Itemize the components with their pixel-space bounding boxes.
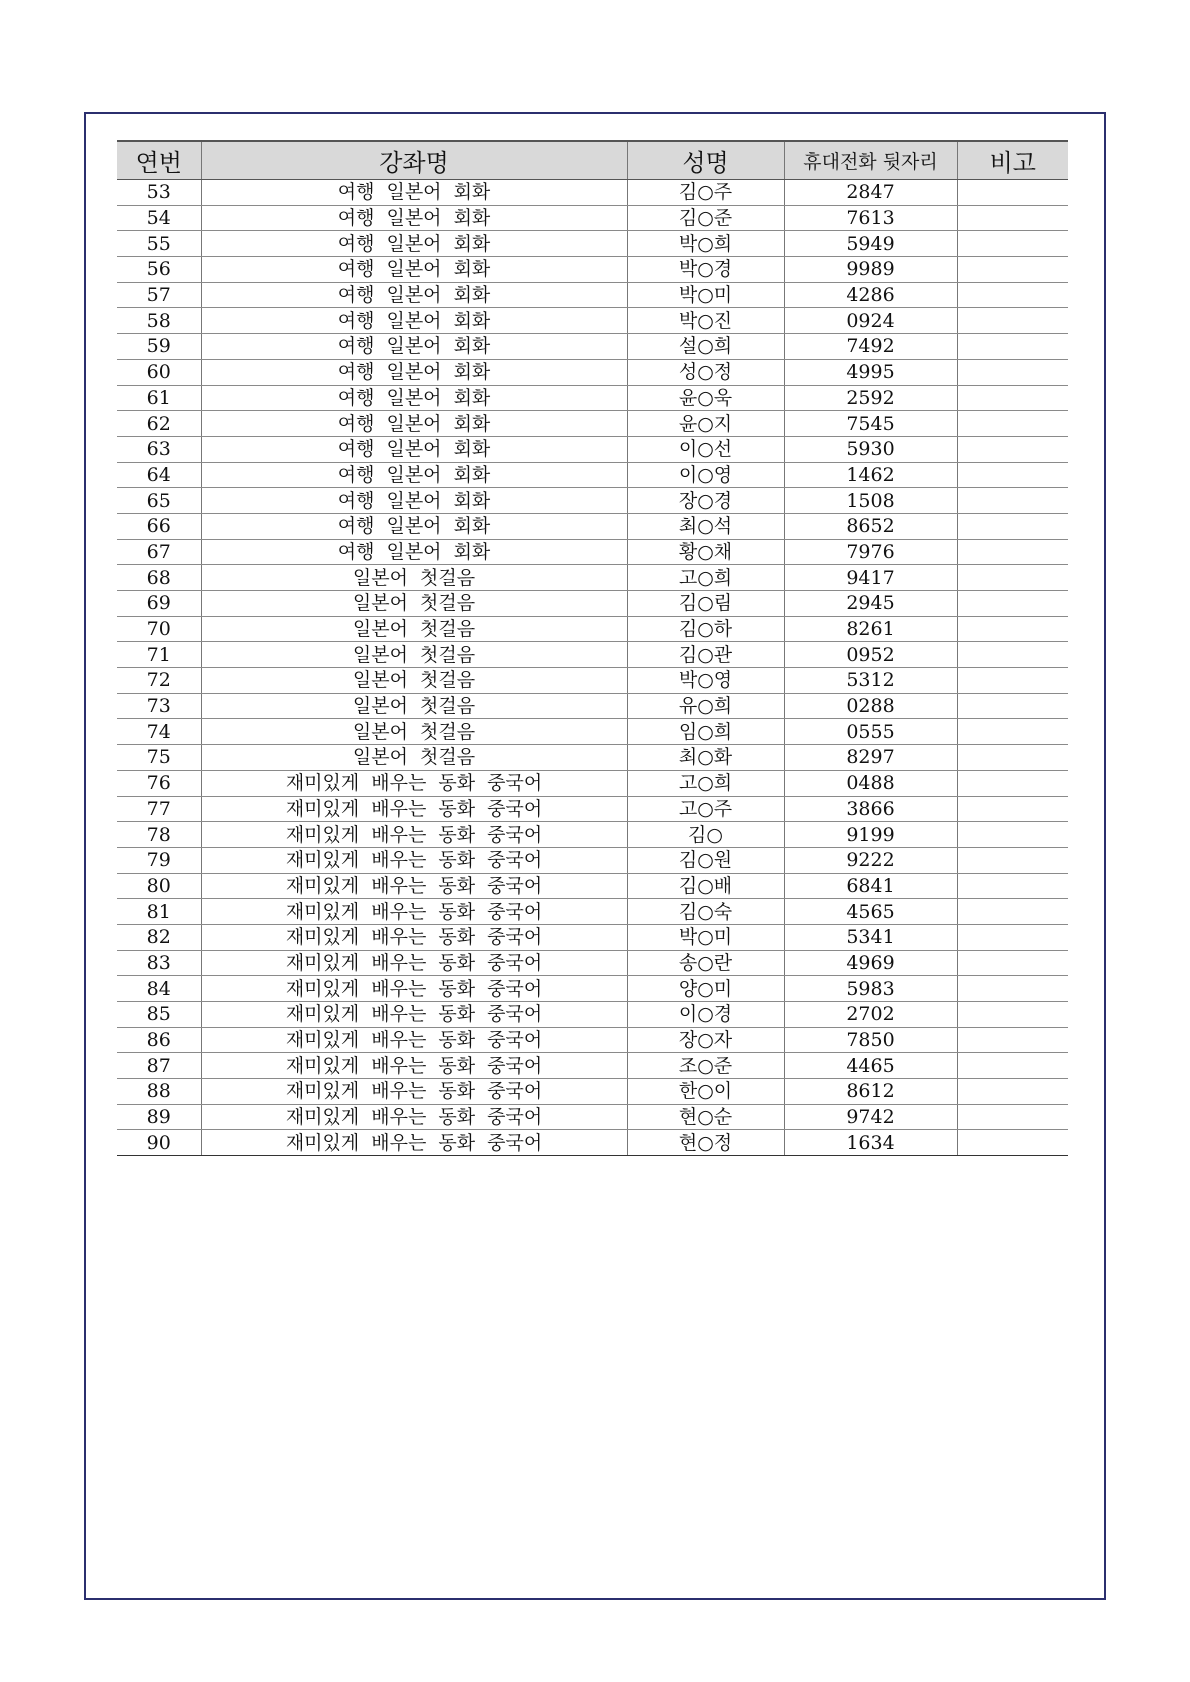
cell-note xyxy=(957,308,1068,334)
cell-name: 박○미 xyxy=(627,924,784,950)
cell-phone: 8652 xyxy=(784,513,957,539)
cell-name: 박○미 xyxy=(627,282,784,308)
cell-course: 여행 일본어 회화 xyxy=(201,539,627,565)
cell-name: 고○주 xyxy=(627,796,784,822)
cell-no: 59 xyxy=(117,334,201,360)
cell-no: 73 xyxy=(117,693,201,719)
cell-course: 재미있게 배우는 동화 중국어 xyxy=(201,847,627,873)
cell-note xyxy=(957,847,1068,873)
cell-course: 일본어 첫걸음 xyxy=(201,591,627,617)
cell-name: 한○이 xyxy=(627,1079,784,1105)
cell-note xyxy=(957,334,1068,360)
table-row xyxy=(117,334,1068,360)
cell-name: 김○숙 xyxy=(627,899,784,925)
table-row xyxy=(117,513,1068,539)
table-row xyxy=(117,1104,1068,1130)
cell-name: 윤○욱 xyxy=(627,385,784,411)
cell-course: 일본어 첫걸음 xyxy=(201,693,627,719)
cell-no: 72 xyxy=(117,668,201,694)
cell-name: 송○란 xyxy=(627,950,784,976)
cell-no: 74 xyxy=(117,719,201,745)
header-phone: 휴대전화 뒷자리 xyxy=(784,141,957,180)
roster-table xyxy=(117,140,1068,1156)
cell-phone: 9742 xyxy=(784,1104,957,1130)
cell-name: 박○희 xyxy=(627,231,784,257)
cell-name: 김○ xyxy=(627,822,784,848)
table-row xyxy=(117,693,1068,719)
cell-note xyxy=(957,616,1068,642)
header-note: 비고 xyxy=(957,141,1068,180)
cell-course: 재미있게 배우는 동화 중국어 xyxy=(201,924,627,950)
cell-note xyxy=(957,1079,1068,1105)
cell-name: 윤○지 xyxy=(627,411,784,437)
cell-no: 76 xyxy=(117,770,201,796)
cell-course: 재미있게 배우는 동화 중국어 xyxy=(201,796,627,822)
table-row xyxy=(117,873,1068,899)
cell-no: 61 xyxy=(117,385,201,411)
cell-name: 김○림 xyxy=(627,591,784,617)
cell-course: 여행 일본어 회화 xyxy=(201,180,627,206)
cell-note xyxy=(957,899,1068,925)
cell-name: 현○순 xyxy=(627,1104,784,1130)
cell-course: 여행 일본어 회화 xyxy=(201,359,627,385)
cell-name: 고○희 xyxy=(627,565,784,591)
cell-course: 여행 일본어 회화 xyxy=(201,282,627,308)
cell-phone: 4465 xyxy=(784,1053,957,1079)
cell-name: 김○하 xyxy=(627,616,784,642)
cell-course: 여행 일본어 회화 xyxy=(201,334,627,360)
cell-name: 황○채 xyxy=(627,539,784,565)
cell-no: 83 xyxy=(117,950,201,976)
cell-name: 박○진 xyxy=(627,308,784,334)
cell-phone: 0952 xyxy=(784,642,957,668)
cell-note xyxy=(957,873,1068,899)
cell-phone: 0555 xyxy=(784,719,957,745)
cell-phone: 8612 xyxy=(784,1079,957,1105)
cell-course: 여행 일본어 회화 xyxy=(201,488,627,514)
table-row xyxy=(117,359,1068,385)
cell-phone: 7545 xyxy=(784,411,957,437)
table-row xyxy=(117,462,1068,488)
header-no: 연번 xyxy=(117,141,201,180)
cell-note xyxy=(957,205,1068,231)
table-row xyxy=(117,411,1068,437)
table-row xyxy=(117,719,1068,745)
cell-note xyxy=(957,488,1068,514)
cell-note xyxy=(957,745,1068,771)
cell-name: 이○경 xyxy=(627,1002,784,1028)
cell-course: 재미있게 배우는 동화 중국어 xyxy=(201,1130,627,1156)
table-row xyxy=(117,1130,1068,1156)
cell-course: 재미있게 배우는 동화 중국어 xyxy=(201,1002,627,1028)
table-row xyxy=(117,950,1068,976)
table-row xyxy=(117,616,1068,642)
cell-course: 일본어 첫걸음 xyxy=(201,745,627,771)
cell-phone: 7492 xyxy=(784,334,957,360)
cell-no: 77 xyxy=(117,796,201,822)
cell-course: 재미있게 배우는 동화 중국어 xyxy=(201,873,627,899)
cell-name: 성○정 xyxy=(627,359,784,385)
cell-course: 일본어 첫걸음 xyxy=(201,565,627,591)
cell-phone: 8297 xyxy=(784,745,957,771)
cell-course: 재미있게 배우는 동화 중국어 xyxy=(201,1079,627,1105)
table-row xyxy=(117,1053,1068,1079)
cell-course: 재미있게 배우는 동화 중국어 xyxy=(201,950,627,976)
cell-note xyxy=(957,411,1068,437)
cell-no: 68 xyxy=(117,565,201,591)
cell-no: 67 xyxy=(117,539,201,565)
cell-course: 재미있게 배우는 동화 중국어 xyxy=(201,770,627,796)
table-row xyxy=(117,436,1068,462)
cell-note xyxy=(957,565,1068,591)
cell-no: 56 xyxy=(117,257,201,283)
table-row xyxy=(117,565,1068,591)
cell-note xyxy=(957,282,1068,308)
cell-phone: 6841 xyxy=(784,873,957,899)
table-row xyxy=(117,539,1068,565)
table-row xyxy=(117,180,1068,206)
table-row xyxy=(117,257,1068,283)
cell-no: 54 xyxy=(117,205,201,231)
cell-phone: 0488 xyxy=(784,770,957,796)
cell-note xyxy=(957,770,1068,796)
cell-no: 69 xyxy=(117,591,201,617)
cell-no: 78 xyxy=(117,822,201,848)
cell-phone: 9222 xyxy=(784,847,957,873)
cell-no: 75 xyxy=(117,745,201,771)
cell-note xyxy=(957,180,1068,206)
cell-phone: 4969 xyxy=(784,950,957,976)
cell-note xyxy=(957,924,1068,950)
cell-note xyxy=(957,822,1068,848)
cell-course: 재미있게 배우는 동화 중국어 xyxy=(201,1053,627,1079)
cell-no: 63 xyxy=(117,436,201,462)
table-row xyxy=(117,924,1068,950)
cell-no: 66 xyxy=(117,513,201,539)
cell-course: 여행 일본어 회화 xyxy=(201,205,627,231)
cell-note xyxy=(957,1027,1068,1053)
cell-note xyxy=(957,1130,1068,1156)
cell-course: 일본어 첫걸음 xyxy=(201,668,627,694)
cell-note xyxy=(957,359,1068,385)
cell-name: 최○석 xyxy=(627,513,784,539)
cell-no: 89 xyxy=(117,1104,201,1130)
cell-course: 재미있게 배우는 동화 중국어 xyxy=(201,899,627,925)
cell-no: 87 xyxy=(117,1053,201,1079)
cell-note xyxy=(957,257,1068,283)
cell-phone: 9989 xyxy=(784,257,957,283)
cell-phone: 5312 xyxy=(784,668,957,694)
cell-no: 85 xyxy=(117,1002,201,1028)
cell-phone: 2592 xyxy=(784,385,957,411)
cell-note xyxy=(957,1053,1068,1079)
cell-course: 일본어 첫걸음 xyxy=(201,719,627,745)
cell-name: 김○배 xyxy=(627,873,784,899)
cell-no: 86 xyxy=(117,1027,201,1053)
cell-course: 여행 일본어 회화 xyxy=(201,411,627,437)
cell-course: 재미있게 배우는 동화 중국어 xyxy=(201,1027,627,1053)
cell-no: 82 xyxy=(117,924,201,950)
table-row xyxy=(117,899,1068,925)
header-name: 성명 xyxy=(627,141,784,180)
cell-phone: 4286 xyxy=(784,282,957,308)
table-body xyxy=(117,180,1068,1156)
cell-name: 김○원 xyxy=(627,847,784,873)
cell-phone: 1462 xyxy=(784,462,957,488)
cell-name: 유○희 xyxy=(627,693,784,719)
cell-phone: 5983 xyxy=(784,976,957,1002)
cell-name: 현○정 xyxy=(627,1130,784,1156)
cell-note xyxy=(957,796,1068,822)
table-row xyxy=(117,231,1068,257)
table-row xyxy=(117,591,1068,617)
cell-phone: 5930 xyxy=(784,436,957,462)
table-row xyxy=(117,796,1068,822)
cell-course: 재미있게 배우는 동화 중국어 xyxy=(201,1104,627,1130)
table-row xyxy=(117,1079,1068,1105)
cell-note xyxy=(957,642,1068,668)
cell-phone: 7976 xyxy=(784,539,957,565)
cell-phone: 2702 xyxy=(784,1002,957,1028)
cell-no: 80 xyxy=(117,873,201,899)
table-row xyxy=(117,976,1068,1002)
cell-phone: 5949 xyxy=(784,231,957,257)
cell-no: 60 xyxy=(117,359,201,385)
cell-phone: 8261 xyxy=(784,616,957,642)
cell-course: 여행 일본어 회화 xyxy=(201,308,627,334)
cell-course: 재미있게 배우는 동화 중국어 xyxy=(201,976,627,1002)
table-row xyxy=(117,205,1068,231)
table-row xyxy=(117,308,1068,334)
cell-name: 양○미 xyxy=(627,976,784,1002)
cell-name: 장○자 xyxy=(627,1027,784,1053)
cell-phone: 1634 xyxy=(784,1130,957,1156)
cell-no: 81 xyxy=(117,899,201,925)
cell-note xyxy=(957,385,1068,411)
cell-phone: 2847 xyxy=(784,180,957,206)
cell-course: 여행 일본어 회화 xyxy=(201,231,627,257)
cell-note xyxy=(957,231,1068,257)
cell-phone: 1508 xyxy=(784,488,957,514)
cell-name: 조○준 xyxy=(627,1053,784,1079)
table-row xyxy=(117,282,1068,308)
cell-course: 여행 일본어 회화 xyxy=(201,257,627,283)
cell-phone: 7850 xyxy=(784,1027,957,1053)
cell-name: 장○경 xyxy=(627,488,784,514)
cell-name: 김○주 xyxy=(627,180,784,206)
cell-note xyxy=(957,591,1068,617)
cell-phone: 7613 xyxy=(784,205,957,231)
cell-phone: 9417 xyxy=(784,565,957,591)
table-row xyxy=(117,385,1068,411)
cell-no: 84 xyxy=(117,976,201,1002)
table-row xyxy=(117,822,1068,848)
table-header xyxy=(117,141,1068,180)
cell-course: 여행 일본어 회화 xyxy=(201,462,627,488)
cell-note xyxy=(957,1002,1068,1028)
cell-note xyxy=(957,1104,1068,1130)
cell-note xyxy=(957,513,1068,539)
table-row xyxy=(117,668,1068,694)
cell-no: 62 xyxy=(117,411,201,437)
cell-note xyxy=(957,719,1068,745)
cell-no: 88 xyxy=(117,1079,201,1105)
cell-course: 재미있게 배우는 동화 중국어 xyxy=(201,822,627,848)
cell-name: 이○선 xyxy=(627,436,784,462)
cell-name: 김○관 xyxy=(627,642,784,668)
cell-no: 53 xyxy=(117,180,201,206)
cell-phone: 9199 xyxy=(784,822,957,848)
cell-no: 70 xyxy=(117,616,201,642)
cell-note xyxy=(957,462,1068,488)
cell-note xyxy=(957,693,1068,719)
cell-name: 이○영 xyxy=(627,462,784,488)
table-row xyxy=(117,745,1068,771)
header-row xyxy=(117,141,1068,180)
cell-phone: 4565 xyxy=(784,899,957,925)
cell-course: 여행 일본어 회화 xyxy=(201,436,627,462)
cell-note xyxy=(957,976,1068,1002)
header-course: 강좌명 xyxy=(201,141,627,180)
cell-phone: 0924 xyxy=(784,308,957,334)
table-row xyxy=(117,1027,1068,1053)
cell-name: 고○희 xyxy=(627,770,784,796)
cell-course: 여행 일본어 회화 xyxy=(201,385,627,411)
cell-no: 65 xyxy=(117,488,201,514)
cell-phone: 4995 xyxy=(784,359,957,385)
table-row xyxy=(117,642,1068,668)
cell-note xyxy=(957,950,1068,976)
cell-note xyxy=(957,668,1068,694)
cell-course: 여행 일본어 회화 xyxy=(201,513,627,539)
cell-phone: 0288 xyxy=(784,693,957,719)
cell-course: 일본어 첫걸음 xyxy=(201,616,627,642)
cell-no: 55 xyxy=(117,231,201,257)
cell-no: 79 xyxy=(117,847,201,873)
cell-no: 64 xyxy=(117,462,201,488)
cell-name: 박○영 xyxy=(627,668,784,694)
cell-no: 57 xyxy=(117,282,201,308)
cell-phone: 5341 xyxy=(784,924,957,950)
cell-note xyxy=(957,436,1068,462)
cell-no: 71 xyxy=(117,642,201,668)
cell-no: 58 xyxy=(117,308,201,334)
cell-course: 일본어 첫걸음 xyxy=(201,642,627,668)
cell-name: 설○희 xyxy=(627,334,784,360)
cell-note xyxy=(957,539,1068,565)
cell-name: 임○희 xyxy=(627,719,784,745)
cell-name: 김○준 xyxy=(627,205,784,231)
table-row xyxy=(117,770,1068,796)
cell-no: 90 xyxy=(117,1130,201,1156)
cell-phone: 2945 xyxy=(784,591,957,617)
cell-phone: 3866 xyxy=(784,796,957,822)
table-row xyxy=(117,1002,1068,1028)
table-row xyxy=(117,488,1068,514)
cell-name: 최○화 xyxy=(627,745,784,771)
cell-name: 박○경 xyxy=(627,257,784,283)
table-row xyxy=(117,847,1068,873)
